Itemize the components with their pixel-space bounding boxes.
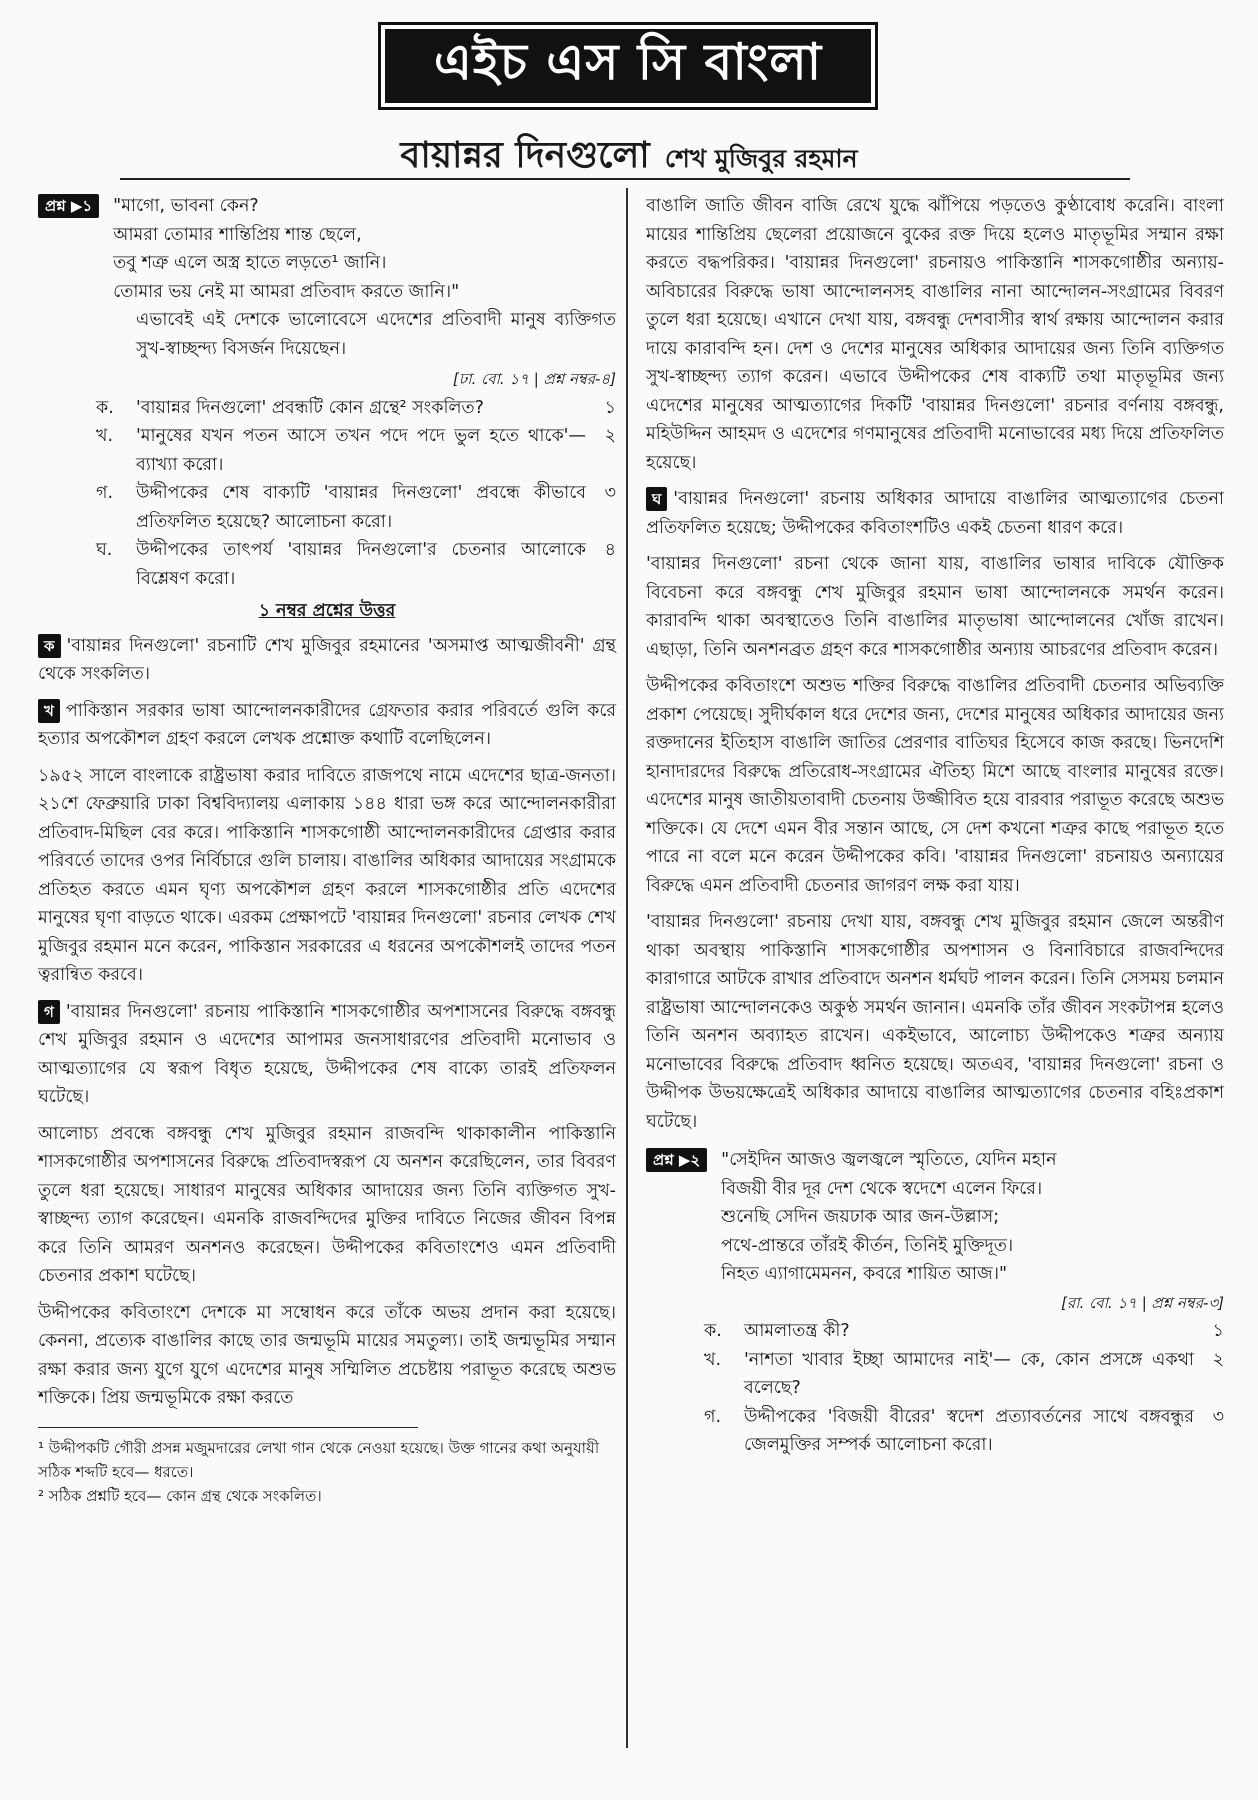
book-title: এইচ এস সি বাংলা [385,29,871,103]
answer-tag: গ [38,1000,60,1024]
answer-tag: ক [38,634,61,658]
question-1-source: [ঢা. বো. ১৭ | প্রশ্ন নম্বর-৪] [452,370,616,388]
question-2-stimulus [646,1146,1224,1289]
question-2-poem [713,1146,1056,1289]
poem-line: আমরা তোমার শান্তিপ্রিয় শান্ত ছেলে, [113,224,362,245]
question-1-stimulus [38,192,616,306]
heading-divider [120,178,1130,180]
sub-question: খ. 'মানুষের যখন পতন আসে তখন পদে পদে ভুল হতে থাকে'— ব্যাখ্যা করো। ২ [96,426,616,475]
sub-question: গ. উদ্দীপকের 'বিজয়ী বীরের' স্বদেশ প্রত্যাবর্তনের সাথে বঙ্গবন্ধুর জেলমুক্তির সম্পর্ক আলোচনা করো। ৩ [704,1406,1224,1455]
question-2-source: [রা. বো. ১৭ | প্রশ্ন নম্বর-৩] [1061,1293,1224,1312]
answer-kha-1: খ পাকিস্তান সরকার ভাষা আন্দোলনকারীদের গ্রেফতার করার পরিবর্তে গুলি করে হত্যার অপকৌশল গ্রহণ করলে লেখক প্রশ্নোক্ত কথাটি বলেছিলেন। [38,700,616,749]
column-divider [626,188,628,1748]
question-1-poem [105,192,459,306]
answer-gha-1: ঘ 'বায়ান্নর দিনগুলো' রচনায় অধিকার আদায়ে বাঙালির আত্মত্যাগের চেতনা প্রতিফলিত হয়েছে; উদ্দীপকের কবিতাংশটিও একই চেতনা ধারণ করে। [646,489,1224,538]
question-2-tag: প্রশ্ন ▶২ [646,1148,707,1172]
chapter-author: শেখ মুজিবুর রহমান [664,144,858,173]
poem-line: "সেইদিন আজও জ্বলজ্বলে স্মৃতিতে, যেদিন মহান [721,1150,1057,1170]
answer-gha-4: 'বায়ান্নর দিনগুলো' রচনায় দেখা যায়, বঙ্গবন্ধু শেখ মুজিবুর রহমান জেলে অন্তরীণ থাকা অবস্থায় পাকিস্তানি শাসকগোষ্ঠীর অপশাসন ও বিনাবিচারে রাজবন্দিদের কারাগারে আটকে রাখার প্রতিবাদে অনশন ধর্মঘট পালন করেন। তিনি সেসময় চলমান রাষ্ট্রভাষা আন্দোলনকেও অকুণ্ঠ সমর্থন জানান। এমনকি তাঁর জীবন সংকটাপন্ন হলেও তিনি অনশন অব্যাহত রাখেন। একইভাবে, আলোচ্য উদ্দীপকেও শত্রুর অন্যায় মনোভাবের বিরুদ্ধে প্রতিবাদ ধ্বনিত হয়েছে। অতএব, 'বায়ান্নর দিনগুলো' রচনা ও উদ্দীপক উভয়ক্ষেত্রেই অধিকার আদায়ে বাঙালির আত্মত্যাগের চেতনার বহিঃপ্রকাশ ঘটেছে। [646,912,1224,1132]
footnote-divider [38,1427,418,1428]
question-1-intro: এভাবেই এই দেশকে ভালোবেসে এদেশের প্রতিবাদী মানুষ ব্যক্তিগত সুখ-স্বাচ্ছন্দ্য বিসর্জন দিয়েছেন। [136,310,616,359]
answer-ga-4: বাঙালি জাতি জীবন বাজি রেখে যুদ্ধে ঝাঁপিয়ে পড়তেও কুণ্ঠাবোধ করেনি। বাংলা মায়ের শান্তিপ্রিয় ছেলেরা প্রয়োজনে বুকের রক্ত দিয়ে হলেও মাতৃভূমির সম্মান রক্ষা করতে বদ্ধপরিকর। 'বায়ান্নর দিনগুলো' রচনায়ও পাকিস্তানি শাসকগোষ্ঠীর অন্যায়-অবিচারের বিরুদ্ধে ভাষা আন্দোলনসহ বাঙালির নানা আন্দোলন-সংগ্রামের বিবরণ তুলে ধরা হয়েছে। এখানে দেখা যায়, বঙ্গবন্ধু দেশবাসীর স্বার্থ রক্ষায় আন্দোলন করার দায়ে কারাবন্দি হন। দেশ ও দেশের মানুষের অধিকার আদায়ের জন্য তিনি ব্যক্তিগত সুখ-স্বাচ্ছন্দ্য ত্যাগ করেন। এভাবে উদ্দীপকের শেষ বাক্যটি তথা মাতৃভূমির জন্য এদেশের মানুষের আত্মত্যাগের দিকটি 'বায়ান্নর দিনগুলো' রচনার বর্ণনায় বঙ্গবন্ধু, মহিউদ্দিন আহমদ ও এদেশের গণমানুষের প্রতিবাদী মনোভাবের মধ্য দিয়ে প্রতিফলিত হয়েছে। [646,196,1224,473]
chapter-title: বায়ান্নর দিনগুলো [400,135,650,176]
poem-line: বিজয়ী বীর দূর দেশ থেকে স্বদেশে এলেন ফিরে। [721,1178,1043,1199]
left-column [38,192,616,1508]
sub-question: ক. 'বায়ান্নর দিনগুলো' প্রবন্ধটি কোন গ্রন্থে² সংকলিত? ১ [96,397,616,418]
right-column [646,192,1224,1460]
poem-line: তবু শত্রু এলে অস্ত্র হাতে লড়তে¹ জানি। [113,253,387,273]
poem-line: তোমার ভয় নেই মা আমরা প্রতিবাদ করতে জানি।" [113,281,460,302]
footnote: ¹ উদ্দীপকটি গৌরী প্রসন্ন মজুমদারের লেখা গান থেকে নেওয়া হয়েছে। উক্ত গানের কথা অনুযায়ী সঠিক শব্দটি হবে— ধরতে। [38,1438,600,1481]
answer-heading: ১ নম্বর প্রশ্নের উত্তর [258,601,396,621]
answer-tag: খ [38,699,60,723]
answer-gha-3: উদ্দীপকের কবিতাংশে অশুভ শক্তির বিরুদ্ধে বাঙালির প্রতিবাদী চেতনার অভিব্যক্তি প্রকাশ পেয়েছে। সুদীর্ঘকাল ধরে দেশের জন্য, দেশের মানুষের অধিকার আদায়ের জন্য রক্তদানের ইতিহাস বাঙালি জাতির প্রেরণার বাতিঘর হিসেবে কাজ করছে। ভিনদেশি হানাদারদের বিরুদ্ধে প্রতিরোধ-সংগ্রামের ঐতিহ্য মিশে আছে বাংলার মানুষের রক্তে। এদেশের মানুষ জাতীয়তাবাদী চেতনায় উজ্জীবিত হয়ে বারবার পরাভূত করেছে অশুভ শক্তিকে। যে দেশে এমন বীর সন্তান আছে, সে দেশ কখনো শত্রুর কাছে পরাভূত হতে পারে না বলে মনে করেন উদ্দীপকের কবি। 'বায়ান্নর দিনগুলো' রচনায়ও অন্যায়ের বিরুদ্ধে এমন প্রতিবাদী চেতনার জাগরণ লক্ষ করা যায়। [646,676,1224,896]
answer-ka: ক 'বায়ান্নর দিনগুলো' রচনাটি শেখ মুজিবুর রহমানের 'অসমাপ্ত আত্মজীবনী' গ্রন্থ থেকে সংকলিত। [38,635,616,684]
answer-ga-3: উদ্দীপকের কবিতাংশে দেশকে মা সম্বোধন করে তাঁকে অভয় প্রদান করা হয়েছে। কেননা, প্রত্যেক বাঙালির কাছে তার জন্মভূমি মায়ের সমতুল্য। তাই জন্মভূমির সম্মান রক্ষা করার জন্য যুগে যুগে এদেশের মানুষ সম্মিলিত প্রচেষ্টায় পরাভূত করেছে অশুভ শক্তিকে। প্রিয় জন্মভূমিকে রক্ষা করতে [38,1302,616,1408]
book-title-banner [378,22,878,110]
poem-line: "মাগো, ভাবনা কেন? [113,196,259,216]
question-1-tag: প্রশ্ন ▶১ [38,194,99,218]
poem-line: পথে-প্রান্তরে তাঁরই কীর্তন, তিনিই মুক্তিদূত। [721,1235,1014,1256]
sub-question: ক. আমলাতন্ত্র কী? ১ [704,1321,1224,1341]
poem-line: নিহত এ্যাগামেমনন, কবরে শায়িত আজ।" [721,1264,1008,1284]
answer-tag: ঘ [646,487,667,511]
answer-ga-2: আলোচ্য প্রবন্ধে বঙ্গবন্ধু শেখ মুজিবুর রহমান রাজবন্দি থাকাকালীন পাকিস্তানি শাসকগোষ্ঠীর অপশাসনের বিরুদ্ধে প্রতিবাদস্বরূপ যে অনশন করেছিলেন, তার বিবরণ তুলে ধরা হয়েছে। সাধারণ মানুষের অধিকার আদায়ের জন্য তিনি ব্যক্তিগত সুখ-স্বাচ্ছন্দ্য ত্যাগ করেছেন। এমনকি রাজবন্দিদের মুক্তির দাবিতে নিজের জীবন বিপন্ন করে তিনি আমরণ অনশনও করেছেন। উদ্দীপকের কবিতাংশেও এমন প্রতিবাদী চেতনার প্রকাশ ঘটেছে। [38,1123,616,1286]
answer-kha-2: ১৯৫২ সালে বাংলাকে রাষ্ট্রভাষা করার দাবিতে রাজপথে নামে এদেশের ছাত্র-জনতা। ২১শে ফেব্রুয়ারি ঢাকা বিশ্ববিদ্যালয় এলাকায় ১৪৪ ধারা ভঙ্গ করে আন্দোলনকারীরা প্রতিবাদ-মিছিল বের করে। পাকিস্তানি শাসকগোষ্ঠী আন্দোলনকারীদের গ্রেপ্তার করার পরিবর্তে তাদের ওপর নির্বিচারে গুলি চালায়। বাঙালির অধিকার আদায়ের সংগ্রামকে প্রতিহত করতে এমন ঘৃণ্য অপকৌশল গ্রহণ করলে শাসকগোষ্ঠীর প্রতি এদেশের মানুষের ঘৃণা বাড়তে থাকে। এরকম প্রেক্ষাপটে 'বায়ান্নর দিনগুলো' রচনার লেখক শেখ মুজিবুর রহমান মনে করেন, পাকিস্তান সরকারের এ ধরনের অপকৌশলই তাদের পতন ত্বরান্বিত করবে। [38,765,616,985]
sub-question: খ. 'নাশতা খাবার ইচ্ছা আমাদের নাই'— কে, কোন প্রসঙ্গে একথা বলেছে? ২ [704,1349,1224,1398]
answer-gha-2: 'বায়ান্নর দিনগুলো' রচনা থেকে জানা যায়, বাঙালির ভাষার দাবিকে যৌক্তিক বিবেচনা করে বঙ্গবন্ধু শেখ মুজিবুর রহমান ভাষা আন্দোলনকে সমর্থন করেন। কারাবন্দি থাকা অবস্থাতেও তিনি বাঙালির মাতৃভাষা আন্দোলনের খোঁজ রাখেন। এছাড়া, তিনি অনশনব্রত গ্রহণ করে শাসকগোষ্ঠীর অন্যায় আচরণের প্রতিবাদ করেন। [646,554,1224,660]
sub-question: গ. উদ্দীপকের শেষ বাক্যটি 'বায়ান্নর দিনগুলো' প্রবন্ধে কীভাবে প্রতিফলিত হয়েছে? আলোচনা করো। ৩ [96,483,616,532]
answer-ga-1: গ 'বায়ান্নর দিনগুলো' রচনায় পাকিস্তানি শাসকগোষ্ঠীর অপশাসনের বিরুদ্ধে বঙ্গবন্ধু শেখ মুজিবুর রহমান ও এদেশের আপামর জনসাধারণের প্রতিবাদী মনোভাব ও আত্মত্যাগের যে স্বরূপ বিধৃত হয়েছে, উদ্দীপকের শেষ বাক্যে তারই প্রতিফলন ঘটেছে। [38,1001,616,1107]
footnote: ² সঠিক প্রশ্নটি হবে— কোন গ্রন্থ থেকে সংকলিত। [38,1486,322,1505]
sub-question: ঘ. উদ্দীপকের তাৎপর্য 'বায়ান্নর দিনগুলো'র চেতনার আলোকে বিশ্লেষণ করো। ৪ [96,540,616,589]
poem-line: শুনেছি সেদিন জয়ঢাক আর জন-উল্লাস; [721,1207,1000,1227]
